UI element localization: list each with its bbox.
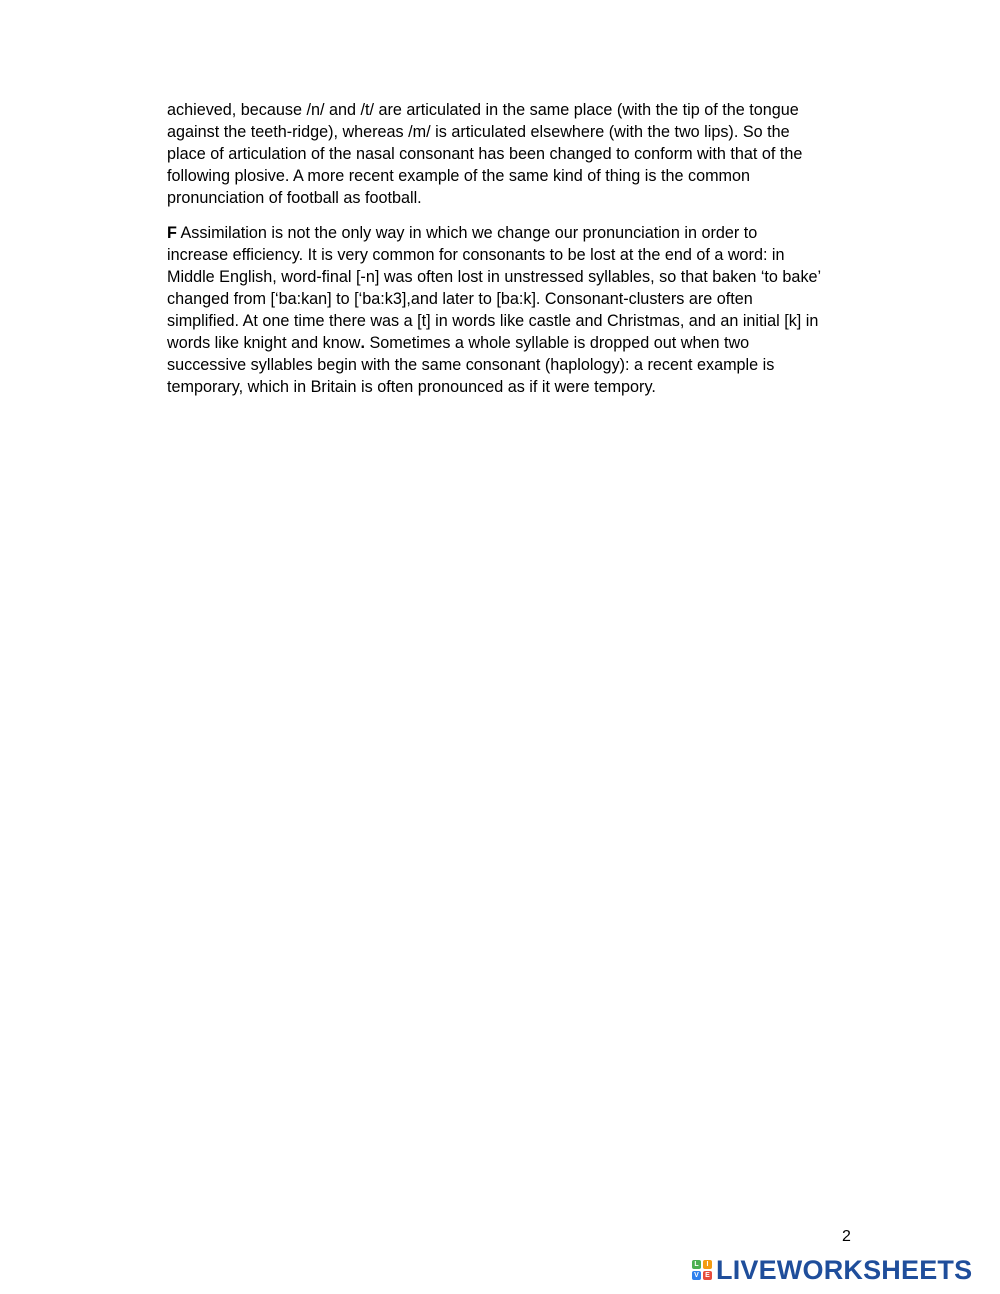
liveworksheets-logo [692, 1255, 972, 1285]
logo-letter: I [703, 1260, 712, 1269]
logo-letter: E [703, 1271, 712, 1280]
text-fragment: Assimilation is not the only way in which we change our pronunciation in order to [176, 224, 758, 242]
paragraph-label: F [167, 224, 177, 242]
text-fragment: Sometimes a whole syllable is dropped out when two [364, 334, 750, 352]
logo-letter: L [692, 1260, 701, 1269]
document-body [167, 99, 927, 411]
text-line: simplified. At one time there was a [t] in words like castle and Christmas, and an initial [k] in [167, 312, 819, 330]
text-fragment: words like knight and know [167, 334, 361, 352]
text-line [167, 222, 927, 244]
text-line: successive syllables begin with the same consonant (haplology): a recent example is [167, 356, 775, 374]
text-line: pronunciation of football as football. [167, 189, 422, 207]
text-line: temporary, which in Britain is often pronounced as if it were tempory. [167, 378, 656, 396]
paragraph-continuation [167, 99, 927, 209]
text-line: Middle English, word-final [-n] was often lost in unstressed syllables, so that baken ‘to bake’ [167, 268, 822, 286]
bold-period: . [360, 334, 365, 352]
paragraph-f [167, 222, 927, 398]
text-line: increase efficiency. It is very common for consonants to be lost at the end of a word: in [167, 246, 785, 264]
text-line [167, 332, 927, 354]
text-line: against the teeth-ridge), whereas /m/ is articulated elsewhere (with the two lips). So the [167, 123, 790, 141]
logo-text: LIVEWORKSHEETS [716, 1255, 973, 1285]
logo-letter: V [692, 1271, 701, 1280]
text-line: changed from [‘ba:kan] to [‘ba:k3],and later to [ba:k]. Consonant-clusters are often [167, 290, 753, 308]
text-line: achieved, because /n/ and /t/ are articulated in the same place (with the tip of the tongue [167, 101, 799, 119]
text-line: place of articulation of the nasal consonant has been changed to conform with that of the [167, 145, 803, 163]
logo-mark-icon [692, 1260, 712, 1280]
text-line: following plosive. A more recent example of the same kind of thing is the common [167, 167, 751, 185]
page-number: 2 [842, 1228, 851, 1245]
